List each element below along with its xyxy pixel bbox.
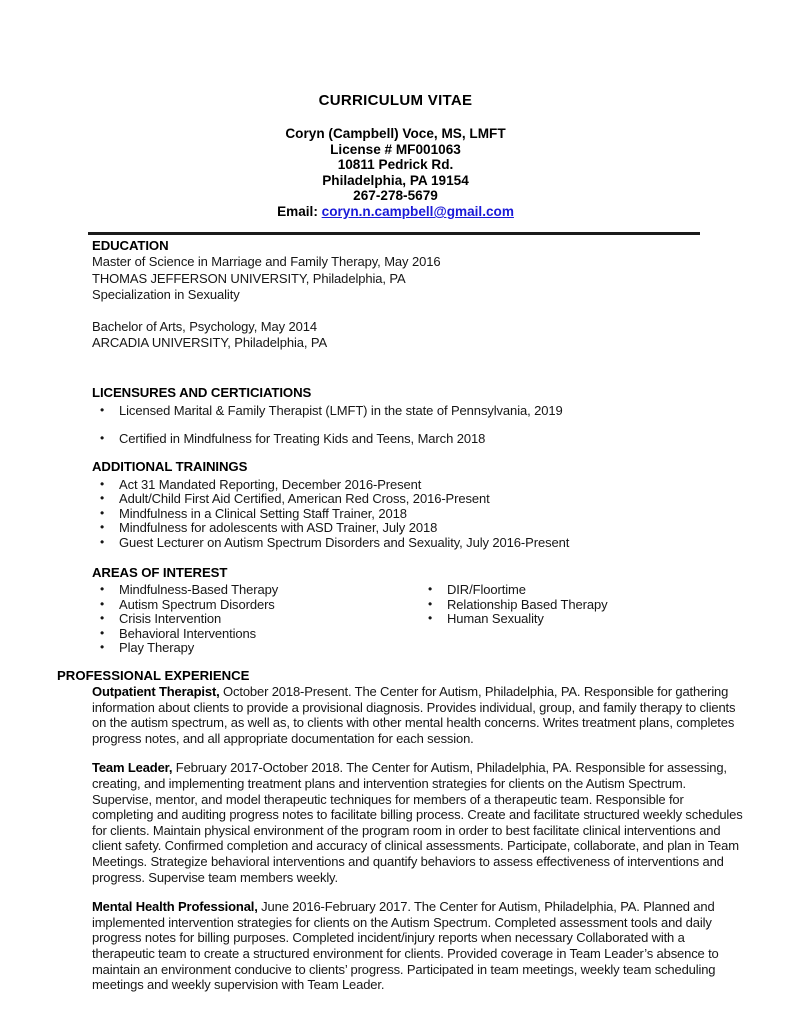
candidate-name: Coryn (Campbell) Voce, MS, LMFT xyxy=(285,126,506,141)
interests-columns xyxy=(92,581,742,656)
cv-body xyxy=(92,238,742,656)
email-label: Email: xyxy=(277,203,322,219)
section-education xyxy=(92,238,742,352)
list-item: • Guest Lecturer on Autism Spectrum Disorders and Sexuality, July 2016-Present xyxy=(92,536,742,551)
job-description: June 2016-February 2017. The Center for Autism, Philadelphia, PA. Planned and implemented intervention strategies for clients on the Autism Spectrum. Completed assessment tools and daily progress notes for billing purposes. Completed incident/injury reports when necessary Collaborated with a therapeutic team to create a structured environment for clients. Provided coverage in Team Leader’s absence to maintain an environment conducive to clients’ progress. Participated in team meetings, weekly team scheduling meetings and weekly supervision with Team Leader. xyxy=(92,899,719,993)
degree-line: ARCADIA UNIVERSITY, Philadelphia, PA xyxy=(92,335,328,351)
licensures-heading: LICENSURES AND CERTICIATIONS xyxy=(92,384,312,400)
section-experience xyxy=(57,668,747,993)
degree-line: Master of Science in Marriage and Family Therapy, May 2016 xyxy=(92,254,441,270)
interests-heading: AREAS OF INTEREST xyxy=(92,564,228,580)
list-item: • Play Therapy xyxy=(92,641,420,656)
license-number: License # MF001063 xyxy=(330,141,461,157)
contact-block xyxy=(0,126,791,220)
job-title: Outpatient Therapist, xyxy=(92,684,220,699)
email-link[interactable]: coryn.n.campbell@gmail.com xyxy=(321,203,514,219)
trainings-list xyxy=(92,478,742,551)
job-entry xyxy=(92,899,744,993)
cv-header xyxy=(0,0,791,220)
list-item: • Certified in Mindfulness for Treating Kids and Teens, March 2018 xyxy=(92,431,742,447)
section-interests xyxy=(92,565,742,656)
list-item: • Mindfulness for adolescents with ASD Trainer, July 2018 xyxy=(92,521,742,536)
address-city: Philadelphia, PA 19154 xyxy=(322,172,469,188)
degree-line: Specialization in Sexuality xyxy=(92,287,240,303)
degree-line: THOMAS JEFFERSON UNIVERSITY, Philadelphia, PA xyxy=(92,270,406,286)
experience-heading: PROFESSIONAL EXPERIENCE xyxy=(57,668,250,683)
list-item: • Relationship Based Therapy xyxy=(420,598,742,613)
job-entry xyxy=(92,684,744,746)
list-item: • Mindfulness in a Clinical Setting Staff Trainer, 2018 xyxy=(92,507,742,522)
list-item: • Adult/Child First Aid Certified, American Red Cross, 2016-Present xyxy=(92,492,742,507)
list-item: • Crisis Intervention xyxy=(92,612,420,627)
document-title: CURRICULUM VITAE xyxy=(318,92,473,109)
interests-list-left xyxy=(92,583,420,656)
list-item: • Licensed Marital & Family Therapist (LMFT) in the state of Pennsylvania, 2019 xyxy=(92,403,742,419)
phone-number: 267-278-5679 xyxy=(353,188,438,204)
job-title: Mental Health Professional, xyxy=(92,899,258,915)
job-title: Team Leader, xyxy=(92,760,173,776)
degree-line: Bachelor of Arts, Psychology, May 2014 xyxy=(92,318,318,334)
job-entry xyxy=(92,760,744,885)
list-item: • Behavioral Interventions xyxy=(92,627,420,642)
list-item: • Act 31 Mandated Reporting, December 2016-Present xyxy=(92,478,742,493)
licensures-list xyxy=(92,403,742,447)
header-divider xyxy=(88,232,700,235)
education-degree xyxy=(92,254,742,304)
education-degree xyxy=(92,319,742,352)
list-item: • Mindfulness-Based Therapy xyxy=(92,583,420,598)
list-item: • Autism Spectrum Disorders xyxy=(92,598,420,613)
section-licensures xyxy=(92,385,742,448)
job-description: October 2018-Present. The Center for Autism, Philadelphia, PA. Responsible for gathering information about clients to provide a provisional diagnosis. Provides individual, group, and family therapy to clients on the autism spectrum, as well as, to clients with other mental health concerns. Writes treatment plans, completes progress notes, and all appropriate documentation for each session. xyxy=(92,684,736,746)
education-heading: EDUCATION xyxy=(92,237,169,253)
address-street: 10811 Pedrick Rd. xyxy=(337,157,454,173)
trainings-heading: ADDITIONAL TRAININGS xyxy=(92,459,248,475)
email-line xyxy=(0,204,791,220)
list-item: • Human Sexuality xyxy=(420,612,742,627)
interests-list-right xyxy=(420,583,742,656)
job-description: February 2017-October 2018. The Center for Autism, Philadelphia, PA. Responsible for assessing, creating, and implementing treatment plans and intervention strategies for clients on the Autism Spectrum. Supervise, mentor, and model therapeutic techniques for members of a therapeutic team. Responsible for completing and auditing progress notes to facilitate billing process. Create and facilitate structured weekly schedules for clients. Maintain physical environment of the program room in order to best facilitate clinical interventions and client safety. Confirmed completion and accuracy of clinical assessments. Participate, collaborate, and plan in Team Meetings. Strategize behavioral interventions and quantify behaviors to assess effectiveness of interventions and progress. Supervise team members weekly. xyxy=(92,760,743,885)
list-item: • DIR/Floortime xyxy=(420,583,742,598)
section-trainings xyxy=(92,459,742,550)
